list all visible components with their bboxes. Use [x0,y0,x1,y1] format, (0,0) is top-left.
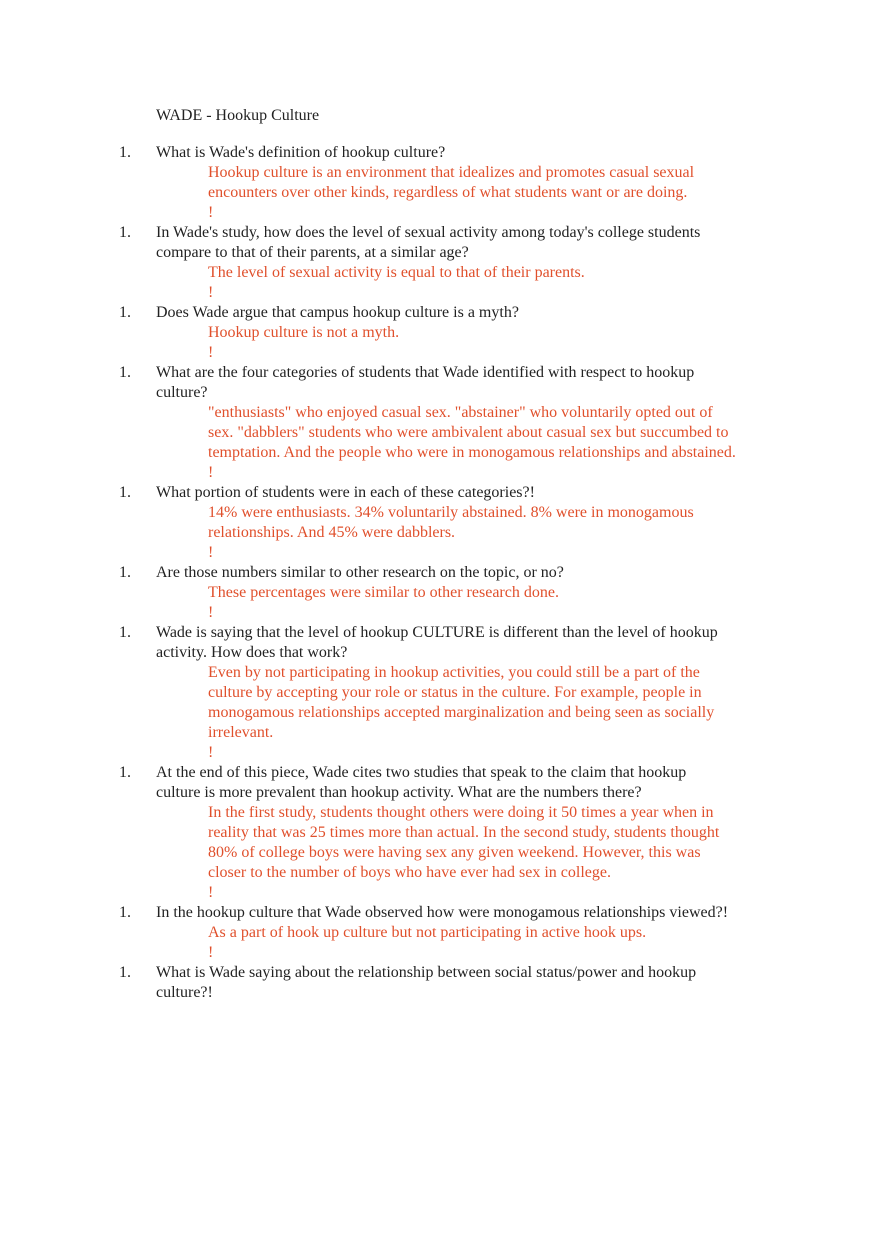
answer-end-mark: ! [208,944,214,961]
question-text [156,483,776,503]
question-item [0,623,880,763]
question-line: In the hookup culture that Wade observed how were monogamous relationships viewed?! [156,904,729,921]
answer-block [208,923,788,963]
answer-block [208,323,788,363]
answer-line: "enthusiasts" who enjoyed casual sex. "abstainer" who voluntarily opted out of [208,404,713,421]
question-number: 1. [119,624,131,641]
answer-line: temptation. And the people who were in monogamous relationships and abstained. [208,444,736,461]
answer-line: closer to the number of boys who have ever had sex in college. [208,864,611,881]
answer-block [208,583,788,623]
question-line: In Wade's study, how does the level of sexual activity among today's college students [156,224,701,241]
answer-line: In the first study, students thought others were doing it 50 times a year when in [208,804,714,821]
question-text [156,903,776,923]
question-item [0,223,880,303]
question-line: At the end of this piece, Wade cites two studies that speak to the claim that hookup [156,764,687,781]
question-number: 1. [119,764,131,781]
question-number: 1. [119,964,131,981]
answer-line: Hookup culture is an environment that idealizes and promotes casual sexual [208,164,695,181]
answer-end-mark: ! [208,884,214,901]
question-item [0,363,880,483]
question-item [0,903,880,963]
answer-end-mark: ! [208,744,214,761]
answer-end-mark: ! [208,344,214,361]
answer-block [208,663,788,763]
question-line: What is Wade's definition of hookup culture? [156,144,446,161]
answer-end-mark: ! [208,604,214,621]
question-text [156,963,776,1003]
answer-line: reality that was 25 times more than actual. In the second study, students thought [208,824,720,841]
answer-line: monogamous relationships accepted marginalization and being seen as socially [208,704,715,721]
question-line: Does Wade argue that campus hookup culture is a myth? [156,304,519,321]
question-list [0,143,880,1003]
question-number: 1. [119,484,131,501]
question-number: 1. [119,144,131,161]
answer-end-mark: ! [208,204,214,221]
question-number: 1. [119,304,131,321]
answer-line: These percentages were similar to other research done. [208,584,559,601]
question-item [0,963,880,1003]
answer-block [208,263,788,303]
answer-line: As a part of hook up culture but not participating in active hook ups. [208,924,647,941]
question-item [0,303,880,363]
question-line: culture?! [156,984,213,1001]
answer-end-mark: ! [208,464,214,481]
answer-end-mark: ! [208,284,214,301]
question-text [156,143,776,163]
answer-end-mark: ! [208,544,214,561]
question-line: Are those numbers similar to other research on the topic, or no? [156,564,564,581]
question-text [156,623,776,663]
question-line: culture is more prevalent than hookup activity. What are the numbers there? [156,784,642,801]
answer-block [208,403,788,483]
question-line: What portion of students were in each of these categories?! [156,484,535,501]
answer-line: The level of sexual activity is equal to that of their parents. [208,264,585,281]
question-item [0,563,880,623]
answer-line: sex. "dabblers" students who were ambivalent about casual sex but succumbed to [208,424,729,441]
question-number: 1. [119,224,131,241]
answer-line: Hookup culture is not a myth. [208,324,400,341]
question-text [156,303,776,323]
answer-block [208,163,788,223]
question-line: What are the four categories of students that Wade identified with respect to hookup [156,364,695,381]
question-text [156,223,776,263]
answer-line: culture by accepting your role or status in the culture. For example, people in [208,684,702,701]
question-text [156,763,776,803]
question-item [0,143,880,223]
question-item [0,763,880,903]
question-text [156,363,776,403]
answer-line: relationships. And 45% were dabblers. [208,524,456,541]
answer-block [208,803,788,903]
question-number: 1. [119,564,131,581]
question-line: Wade is saying that the level of hookup CULTURE is different than the level of hookup [156,624,718,641]
question-line: culture? [156,384,208,401]
question-number: 1. [119,904,131,921]
question-text [156,563,776,583]
answer-line: 80% of college boys were having sex any given weekend. However, this was [208,844,701,861]
question-line: activity. How does that work? [156,644,348,661]
question-number: 1. [119,364,131,381]
question-line: compare to that of their parents, at a similar age? [156,244,469,261]
question-item [0,483,880,563]
answer-line: Even by not participating in hookup activities, you could still be a part of the [208,664,700,681]
question-line: What is Wade saying about the relationship between social status/power and hookup [156,964,697,981]
answer-line: irrelevant. [208,724,274,741]
answer-line: 14% were enthusiasts. 34% voluntarily abstained. 8% were in monogamous [208,504,694,521]
answer-line: encounters over other kinds, regardless of what students want or are doing. [208,184,688,201]
answer-block [208,503,788,563]
document-title: WADE - Hookup Culture [156,107,320,124]
